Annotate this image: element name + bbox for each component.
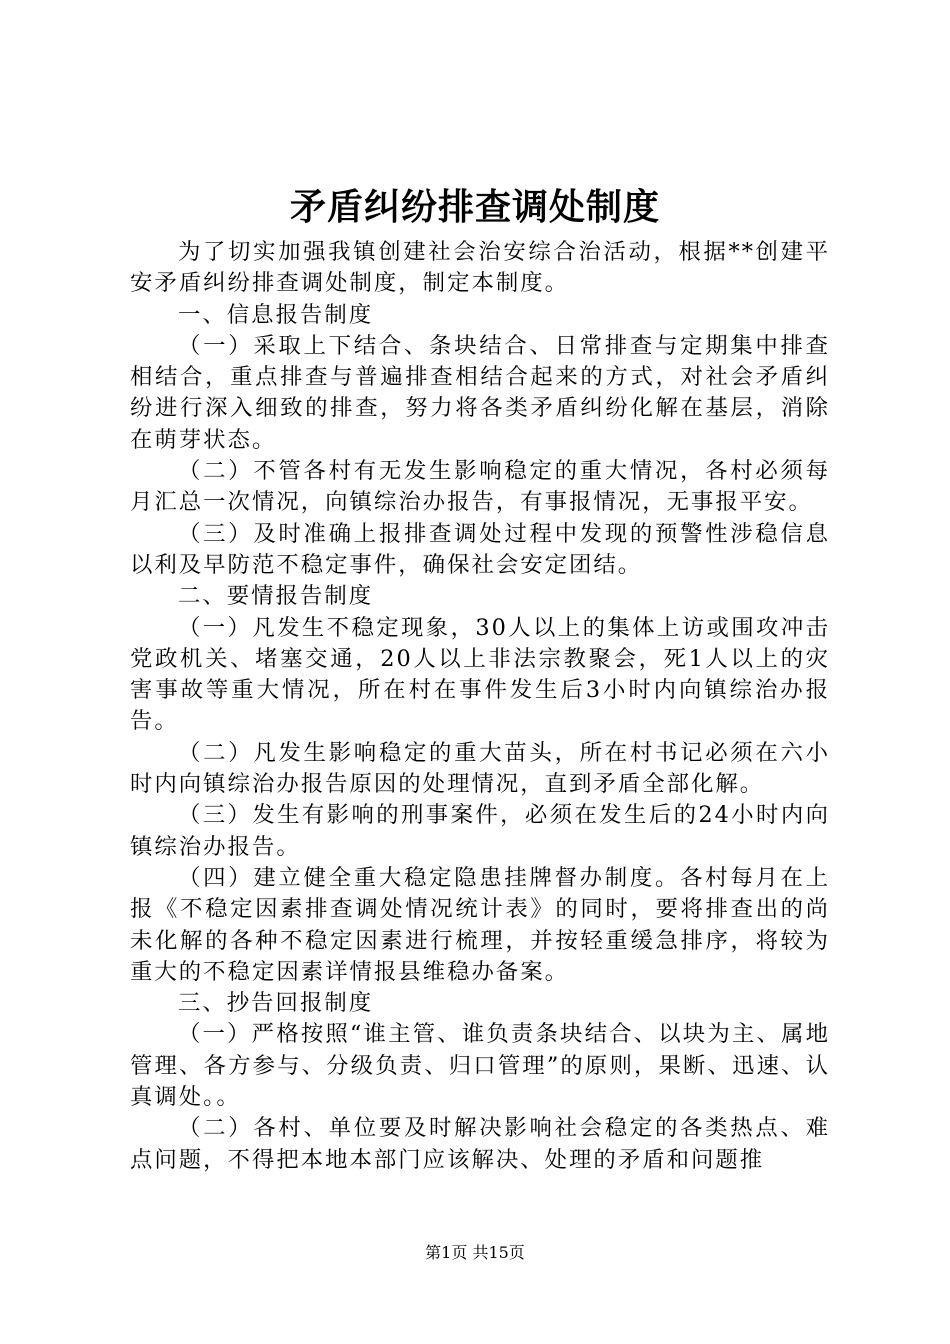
section-heading-2: 二、要情报告制度 bbox=[178, 583, 374, 610]
paragraph-2-2: （二）凡发生影响稳定的重大苗头，所在村书记必须在六小时内向镇综治办报告原因的处理情况，直到矛盾全部化解。 bbox=[130, 739, 830, 798]
page-footer: 第1页 共15页 bbox=[425, 1243, 525, 1262]
paragraph-3-1: （一）严格按照“谁主管、谁负责条块结合、以块为主、属地管理、各方参与、分级负责、归口管理”的原则，果断、迅速、认真调处。。 bbox=[130, 1021, 830, 1111]
paragraph-2-3: （三）发生有影响的刑事案件，必须在发生后的24小时内向镇综治办报告。 bbox=[130, 802, 830, 860]
paragraph-1-1: （一）采取上下结合、条块结合、日常排查与定期集中排查相结合，重点排查与普遍排查相结合起来的方式，对社会矛盾纠纷进行深入细致的排查，努力将各类矛盾纠纷化解在基层，消除在萌芽状态。 bbox=[130, 332, 830, 453]
paragraph-intro: 为了切实加强我镇创建社会治安综合治活动，根据**创建平安矛盾纠纷排查调处制度，制定本制度。 bbox=[130, 239, 830, 297]
paragraph-1-3: （三）及时准确上报排查调处过程中发现的预警性涉稳信息以利及早防范不稳定事件，确保社会安定团结。 bbox=[130, 520, 830, 578]
paragraph-1-2: （二）不管各村有无发生影响稳定的重大情况，各村必须每月汇总一次情况，向镇综治办报告，有事报情况，无事报平安。 bbox=[130, 458, 830, 516]
document-title: 矛盾纠纷排查调处制度 bbox=[289, 186, 660, 228]
paragraph-3-2: （二）各村、单位要及时解决影响社会稳定的各类热点、难点问题，不得把本地本部门应该解决、处理的矛盾和问题推 bbox=[130, 1115, 830, 1173]
paragraph-2-1: （一）凡发生不稳定现象，30人以上的集体上访或围攻冲击党政机关、堵塞交通，20人以上非法宗教聚会，死1人以上的灾害事故等重大情况，所在村在事件发生后3小时内向镇综治办报告。 bbox=[130, 614, 830, 735]
paragraph-2-4: （四）建立健全重大稳定隐患挂牌督办制度。各村每月在上报《不稳定因素排查调处情况统计表》的同时，要将排查出的尚未化解的各种不稳定因素进行梳理，并按轻重缓急排序，将较为重大的不稳定因素详情报县维稳办备案。 bbox=[130, 864, 830, 985]
document-body bbox=[130, 237, 830, 1176]
section-heading-1: 一、信息报告制度 bbox=[178, 301, 374, 328]
section-heading-3: 三、抄告回报制度 bbox=[178, 990, 374, 1017]
